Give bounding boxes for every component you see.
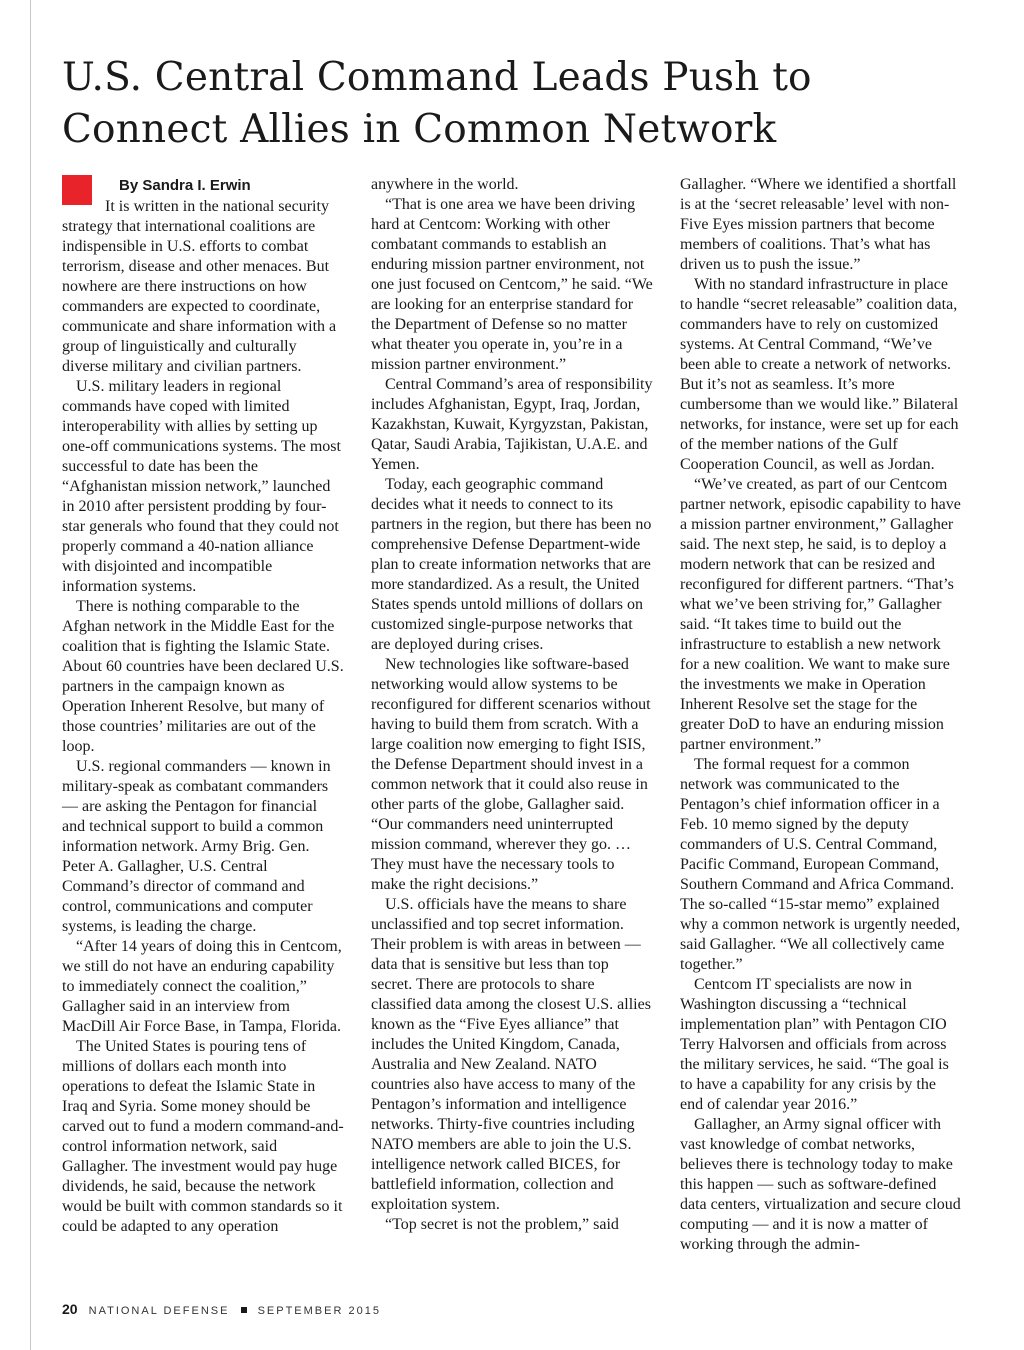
paragraph: Gallagher, an Army signal officer with vast knowledge of combat networks, believes there is technology today to make this happen — such as software-defined data centers, virtualization and secure cloud computing — and it is now a matter of working through the admin- [680,1116,961,1253]
issue-date: SEPTEMBER 2015 [257,1305,381,1317]
separator-bullet-icon [241,1307,247,1313]
page-footer [62,1301,381,1319]
paragraph: The United States is pouring tens of millions of dollars each month into operations to defeat the Islamic State in Iraq and Syria. Some money should be carved out to fund a modern command-and-control information network, said Gallagher. The investment would pay huge dividends, he said, because the network would be built with common standards so it could be adapted to any operation [62,1038,344,1235]
paragraph: “Top secret is not the problem,” said [385,1216,619,1233]
paragraph: U.S. regional commanders — known in military-speak as combatant commanders — are asking the Pentagon for financial and technical support to build a common information network. Army Brig. Gen. Peter A. Gallagher, U.S. Central Command’s director of command and control, communications and computer systems, is leading the charge. [62,758,331,935]
paragraph: U.S. officials have the means to share unclassified and top secret information. Their problem is with areas in between — data that is sensitive but less than top secret. There are protocols to share classified data among the closest U.S. allies known as the “Five Eyes alliance” that includes the United Kingdom, Canada, Australia and New Zealand. NATO countries also have access to many of the Pentagon’s information and intelligence networks. Thirty-five countries including NATO members are able to join the U.S. intelligence network called BICES, for battlefield information, collection and exploitation system. [371,896,651,1213]
publication-name: NATIONAL DEFENSE [88,1305,230,1317]
paragraph: The formal request for a common network was communicated to the Pentagon’s chief information officer in a Feb. 10 memo signed by the deputy commanders of U.S. Central Command, Pacific Command, European Command, Southern Command and Africa Command. The so-called “15-star memo” explained why a common network is urgently needed, said Gallagher. “We all collectively came together.” [680,756,961,973]
paragraph: “That is one area we have been driving hard at Centcom: Working with other combatant commands to establish an enduring mission partner environment, not one just focused on Centcom,” he said. “We are looking for an enterprise standard for the Department of Defense so no matter what theater you operate in, you’re in a mission partner environment.” [371,196,653,373]
page-number: 20 [62,1301,78,1317]
article-headline: U.S. Central Command Leads Push to Connect Allies in Common Network [62,55,812,152]
paragraph: It is written in the national security strategy that international coalitions are indispensible in U.S. efforts to combat terrorism, disease and other menaces. But nowhere are there instructions on how commanders are expected to coordinate, communicate and share information with a group of linguistically and culturally diverse military and civilian partners. [62,198,337,375]
paragraph-continued: Gallagher. “Where we identified a shortfall is at the ‘secret releasable’ level with non-Five Eyes mission partners that become members of coalitions. That’s what has driven us to push the issue.” [680,176,957,273]
paragraph-continued: anywhere in the world. [371,176,519,193]
article-column-2 [371,175,653,1235]
article-column-3 [680,175,962,1255]
page-gutter-line [30,0,31,1350]
paragraph: U.S. military leaders in regional commands have coped with limited interoperability with allies by setting up one-off communications systems. The most successful to date has been the “Afghanistan mission network,” launched in 2010 after persistent prodding by four-star generals who found that they could not properly command a 40-nation alliance with disjointed and incompatible information systems. [62,378,341,595]
paragraph: With no standard infrastructure in place to handle “secret releasable” coalition data, commanders have to rely on customized systems. At Central Command, “We’ve been able to create a network of networks. But it’s not as seamless. It’s more cumbersome than we would like.” Bilateral networks, for instance, were set up for each of the member nations of the Gulf Cooperation Council, as well as Jordan. [680,276,959,473]
author-byline: By Sandra I. Erwin [119,177,251,194]
paragraph: Central Command’s area of responsibility includes Afghanistan, Egypt, Iraq, Jordan, Kazakhstan, Kuwait, Kyrgyzstan, Pakistan, Qatar, Saudi Arabia, Tajikistan, U.A.E. and Yemen. [371,376,653,473]
paragraph: Centcom IT specialists are now in Washington discussing a “technical implementation plan” with Pentagon CIO Terry Halvorsen and officials from across the military services, he said. “The goal is to have a capability for any crisis by the end of calendar year 2016.” [680,976,949,1113]
article-column-1 [62,175,344,1237]
paragraph: Today, each geographic command decides what it needs to connect to its partners in the region, but there has been no comprehensive Defense Department-wide plan to create information networks that are more standardized. As a result, the United States spends untold millions of dollars on customized single-purpose networks that are deployed during crises. [371,476,652,653]
paragraph: New technologies like software-based networking would allow systems to be reconfigured for different scenarios without having to build them from scratch. With a large coalition now emerging to fight ISIS, the Defense Department should invest in a common network that it could also reuse in other parts of the globe, Gallagher said. “Our commanders need uninterrupted mission command, wherever they go. … They must have the necessary tools to make the right decisions.” [371,656,651,893]
paragraph: “After 14 years of doing this in Centcom, we still do not have an enduring capability to immediately connect the coalition,” Gallagher said in an interview from MacDill Air Force Base, in Tampa, Florida. [62,938,342,1035]
section-marker-square [62,175,92,205]
paragraph: “We’ve created, as part of our Centcom partner network, episodic capability to have a mission partner environment,” Gallagher said. The next step, he said, is to deploy a modern network that can be resized and reconfigured for different partners. “That’s what we’ve been striving for,” Gallagher said. “It takes time to build out the infrastructure to establish a new network for a new coalition. We want to make sure the investments we make in Operation Inherent Resolve set the stage for the greater DoD to have an enduring mission partner environment.” [680,476,961,753]
paragraph: There is nothing comparable to the Afghan network in the Middle East for the coalition that is fighting the Islamic State. About 60 countries have been declared U.S. partners in the campaign known as Operation Inherent Resolve, but many of those countries’ militaries are out of the loop. [62,598,344,755]
byline-row [62,175,344,197]
